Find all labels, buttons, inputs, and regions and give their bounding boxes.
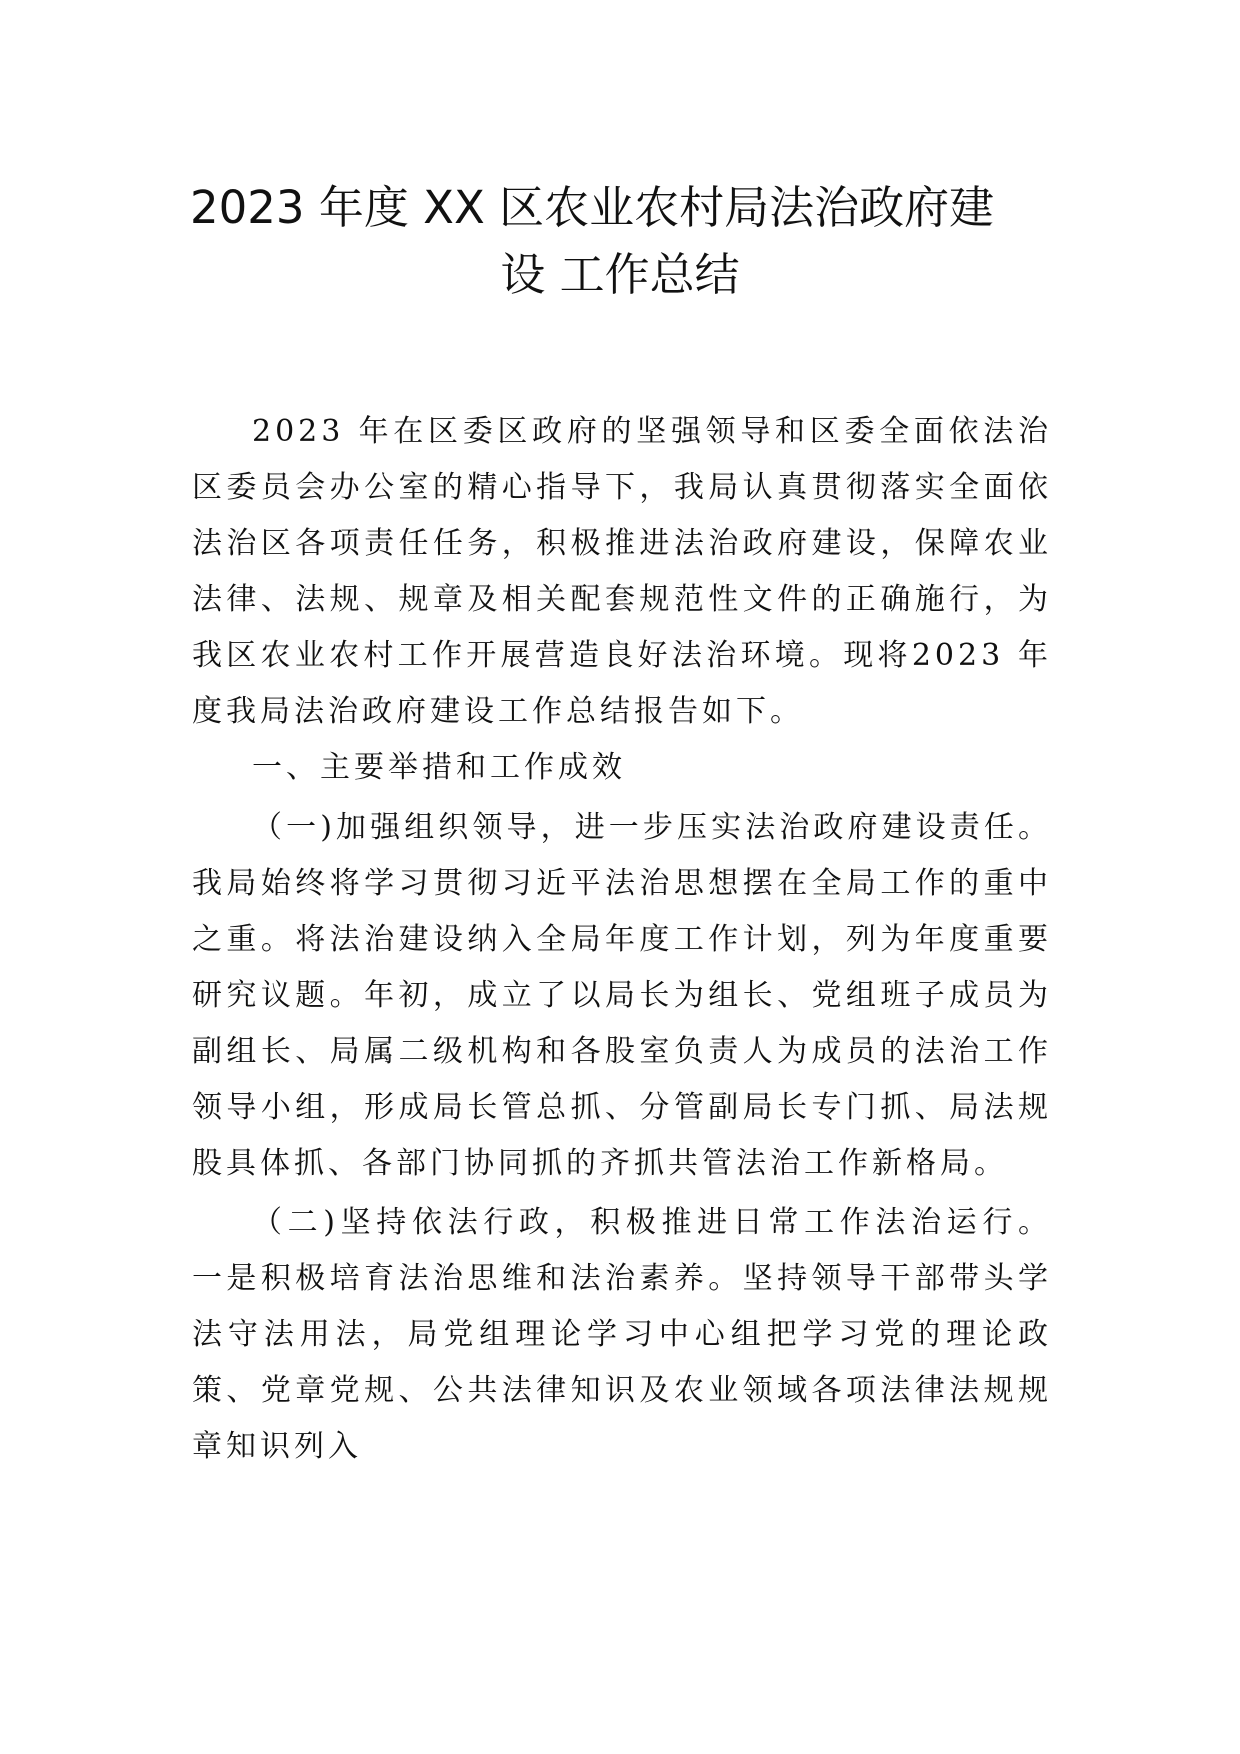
paragraph-lawful-administration: （二)坚持依法行政，积极推进日常工作法治运行。 一是积极培育法治思维和法治素养。坚持领导干部带头学法守法用法，局党组理论学习中心组把学习党的理论政策、党章党规、公共法律知识及农业领域各项法律法规规章知识列入 [192, 1205, 1052, 1464]
section-heading-1: 一、主要举措和工作成效 [252, 750, 626, 785]
paragraph-intro: 2023 年在区委区政府的坚强领导和区委全面依法治区委员会办公室的精心指导下，我局认真贯彻落实全面依法治区各项责任任务，积极推进法治政府建设，保障农业法律、法规、规章及相关配套规范性文件的正确施行，为我区农业农村工作开展营造良好法治环境。现将2023 年度我局法治政府建设工作总结报告如下。 [192, 414, 1052, 729]
document-title-line-1: 2023 年度 XX 区农业农村局法治政府建 [190, 181, 995, 234]
paragraph-organization-leadership: （一)加强组织领导，进一步压实法治政府建设责任。我局始终将学习贯彻习近平法治思想摆在全局工作的重中之重。将法治建设纳入全局年度工作计划，列为年度重要研究议题。年初，成立了以局长为组长、党组班子成员为副组长、局属二级机构和各股室负责人为成员的法治工作领导小组，形成局长管总抓、分管副局长专门抓、局法规股具体抓、各部门协同抓的齐抓共管法治工作新格局。 [192, 810, 1052, 1181]
document-title-line-2: 设 工作总结 [500, 248, 740, 301]
